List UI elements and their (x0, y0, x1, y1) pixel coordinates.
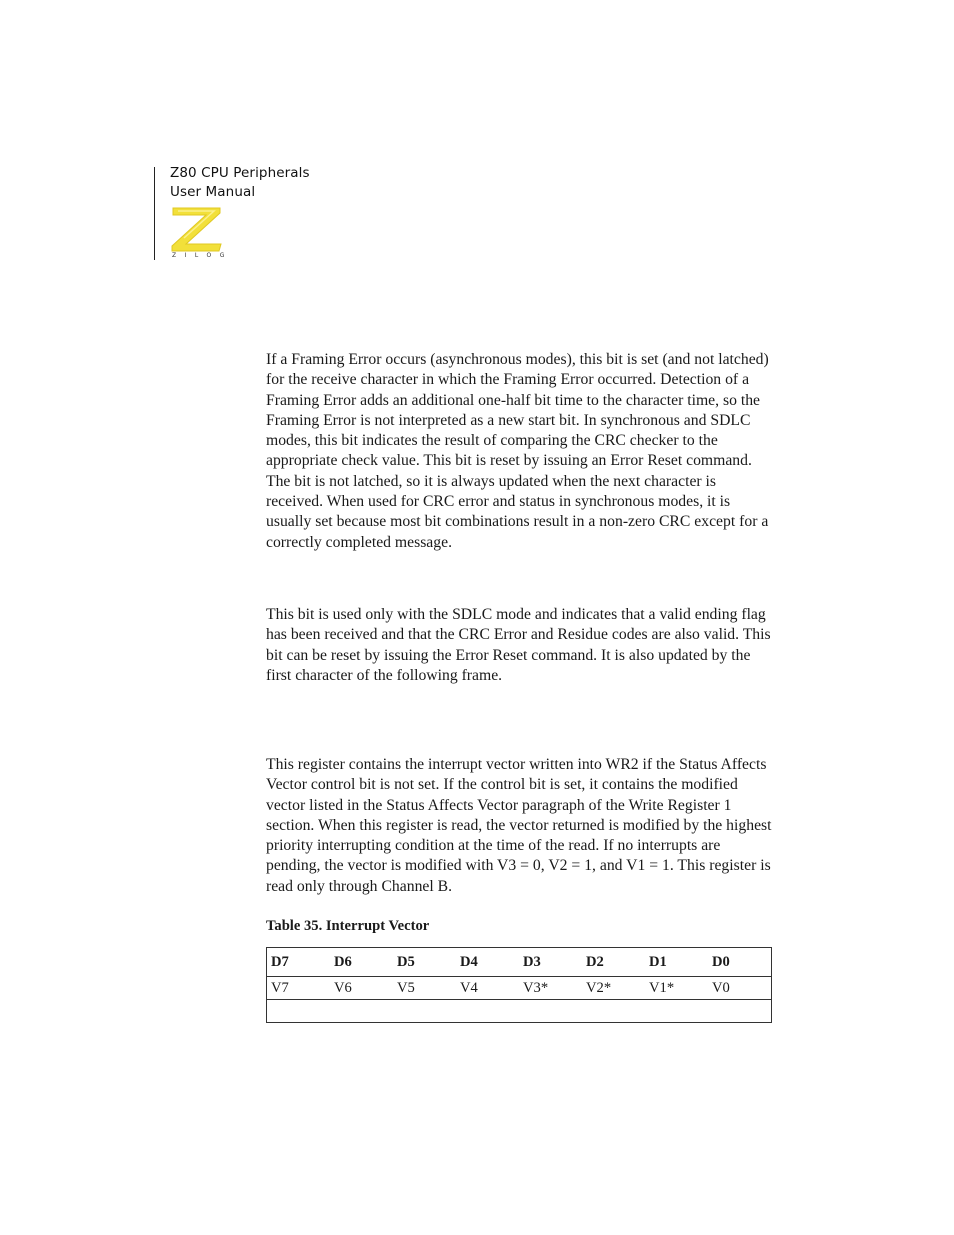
table-header-cell: D6 (334, 953, 352, 970)
header-title-line1: Z80 CPU Peripherals (170, 165, 310, 181)
table-cell: V2* (586, 979, 612, 996)
header-rule (154, 167, 155, 260)
paragraph-read-register-2: This register contains the interrupt vector written into WR2 if the Status Affects Vector control bit is not set. If the control bit is set, it contains the modified vector listed in the Status Affects Vector paragraph of the Write Register 1 section. When this register is read, the vector returned is modified by the highest priority interrupting condition at the time of the read. If no interrupts are pending, the vector is modified with V3 = 0, V2 = 1, and V1 = 1. This register is read only through Channel B. (266, 756, 772, 895)
logo-wordmark: ZILOG (172, 252, 233, 259)
paragraph-framing-error: If a Framing Error occurs (asynchronous modes), this bit is set (and not latched) for the receive character in which the Framing Error occurred. Detection of a Framing Error adds an additional one-half bit time to the character time, so the Framing Error is not interpreted as a new start bit. In synchronous and SDLC modes, this bit indicates the result of comparing the CRC checker to the appropriate check value. This bit is reset by issuing an Error Reset command. The bit is not latched, so it is always updated when the next character is received. When used for CRC error and status in synchronous modes, it is usually set because most bit combinations result in a non-zero CRC except for a correctly completed message. (266, 351, 769, 551)
table-cell: V0 (712, 979, 730, 996)
table-header-cell: D3 (523, 953, 541, 970)
table-cell: V5 (397, 979, 415, 996)
table-header-cell: D4 (460, 953, 478, 970)
table-caption: Table 35. Interrupt Vector (266, 918, 430, 934)
table-header-cell: D7 (271, 953, 289, 970)
table-header-cell: D0 (712, 953, 730, 970)
table-cell: V1* (649, 979, 675, 996)
table-empty-row (267, 1000, 772, 1023)
table-row (267, 977, 772, 1000)
header-title-line2: User Manual (170, 184, 256, 200)
table-cell: V7 (271, 979, 289, 996)
paragraph-end-of-frame: This bit is used only with the SDLC mode and indicates that a valid ending flag has been received and that the CRC Error and Residue codes are also valid. This bit can be reset by issuing the Error Reset command. It is also updated by the first character of the following frame. (266, 606, 771, 684)
running-header (170, 164, 310, 202)
table-header-cell: D2 (586, 953, 604, 970)
interrupt-vector-table (266, 947, 772, 1023)
table-cell: V3* (523, 979, 549, 996)
table-cell: V6 (334, 979, 352, 996)
table-cell: V4 (460, 979, 478, 996)
table-header-cell: D5 (397, 953, 415, 970)
table-header-cell: D1 (649, 953, 667, 970)
table-header-row (267, 948, 772, 977)
